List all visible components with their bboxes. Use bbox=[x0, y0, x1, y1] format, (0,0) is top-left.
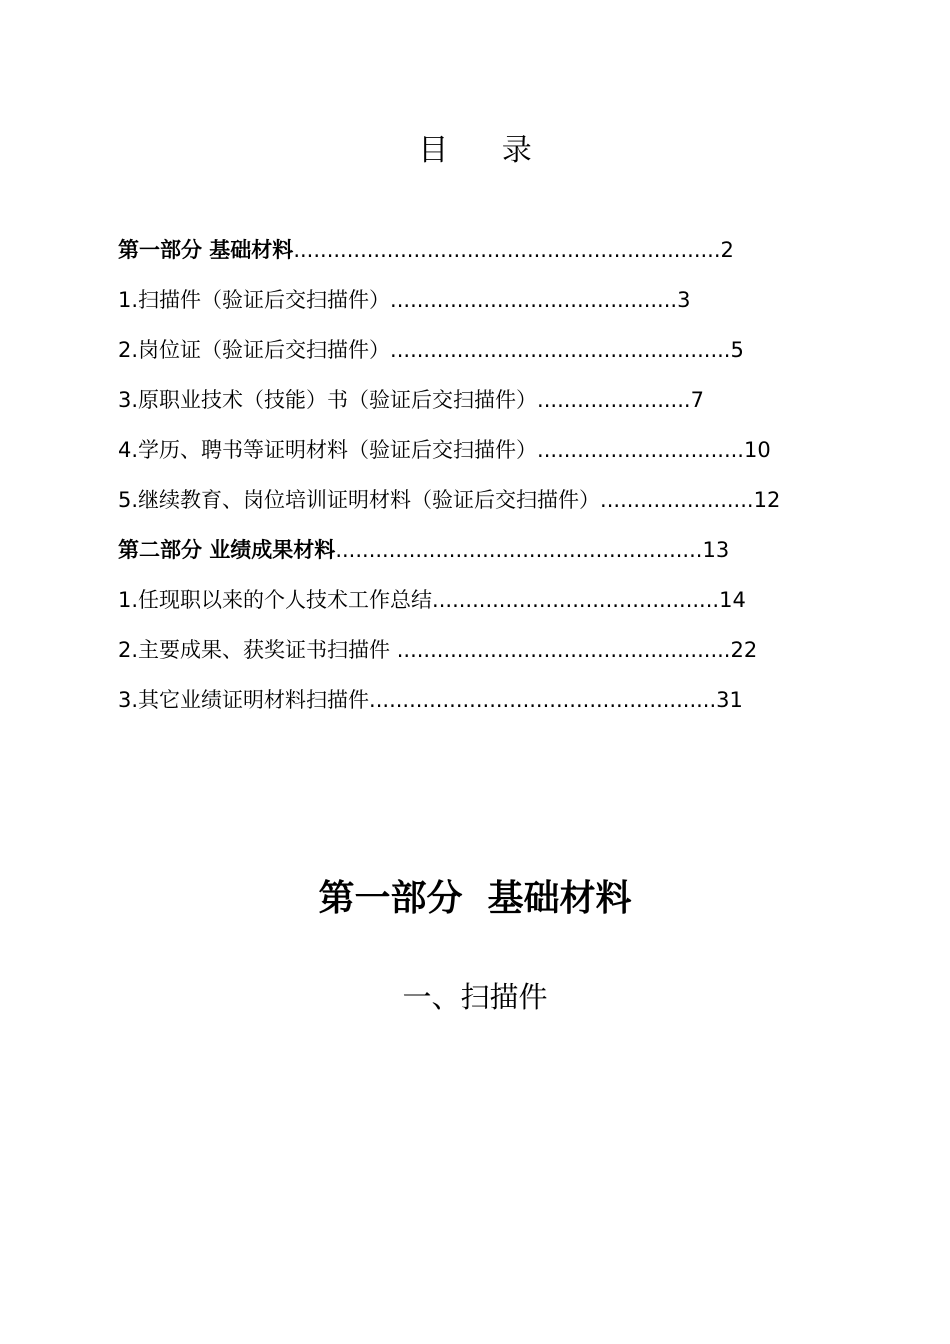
toc-entry-page-number: 31 bbox=[716, 688, 743, 712]
toc-list bbox=[118, 230, 838, 730]
toc-entry-label: 第二部分 业绩成果材料 bbox=[118, 538, 336, 562]
toc-entry[interactable] bbox=[118, 330, 838, 380]
toc-entry-leader: ............................... bbox=[537, 438, 744, 462]
toc-entry-label: 1.扫描件（验证后交扫描件） bbox=[118, 288, 391, 312]
toc-entry-leader: ........................................... bbox=[432, 588, 720, 612]
toc-entry-page-number: 3 bbox=[677, 288, 691, 312]
toc-entry-leader: ................................................... bbox=[390, 338, 731, 362]
toc-title: 目 录 bbox=[418, 133, 554, 168]
toc-entry-leader: ....................... bbox=[537, 388, 691, 412]
toc-entry-label: 第一部分 基础材料 bbox=[118, 238, 294, 262]
toc-entry-page-number: 22 bbox=[730, 638, 758, 662]
toc-entry-label: 2.主要成果、获奖证书扫描件 bbox=[118, 638, 397, 662]
toc-entry-page-number: 7 bbox=[690, 388, 704, 412]
toc-entry-leader: ....................................................... bbox=[335, 538, 703, 562]
toc-entry-label: 3.其它业绩证明材料扫描件 bbox=[118, 688, 370, 712]
toc-entry[interactable] bbox=[118, 580, 838, 630]
toc-entry-page-number: 10 bbox=[743, 438, 771, 462]
toc-entry[interactable] bbox=[118, 380, 838, 430]
toc-entry-page-number: 14 bbox=[719, 588, 746, 612]
toc-entry-leader: ........................................... bbox=[390, 288, 678, 312]
toc-entry-leader: ....................... bbox=[600, 488, 754, 512]
toc-entry[interactable] bbox=[118, 630, 838, 680]
part-heading: 第一部分 基础材料 bbox=[318, 878, 632, 919]
toc-entry[interactable] bbox=[118, 430, 838, 480]
section-heading: 一、扫描件 bbox=[402, 980, 548, 1014]
toc-entry[interactable] bbox=[118, 230, 838, 280]
toc-entry-leader: .................................................. bbox=[396, 638, 731, 662]
toc-entry-page-number: 2 bbox=[720, 238, 734, 262]
toc-entry-label: 5.继续教育、岗位培训证明材料（验证后交扫描件） bbox=[118, 488, 601, 512]
toc-entry[interactable] bbox=[118, 280, 838, 330]
toc-entry[interactable] bbox=[118, 680, 838, 730]
toc-entry-page-number: 5 bbox=[730, 338, 744, 362]
toc-entry-leader: ................................................................ bbox=[293, 238, 721, 262]
toc-entry-label: 1.任现职以来的个人技术工作总结 bbox=[118, 588, 433, 612]
toc-entry-page-number: 12 bbox=[753, 488, 781, 512]
toc-entry-label: 2.岗位证（验证后交扫描件） bbox=[118, 338, 391, 362]
toc-entry[interactable] bbox=[118, 530, 838, 580]
toc-entry-page-number: 13 bbox=[702, 538, 730, 562]
toc-entry-label: 3.原职业技术（技能）书（验证后交扫描件） bbox=[118, 388, 538, 412]
toc-entry[interactable] bbox=[118, 480, 838, 530]
toc-entry-label: 4.学历、聘书等证明材料（验证后交扫描件） bbox=[118, 438, 538, 462]
toc-entry-leader: .................................................... bbox=[369, 688, 717, 712]
